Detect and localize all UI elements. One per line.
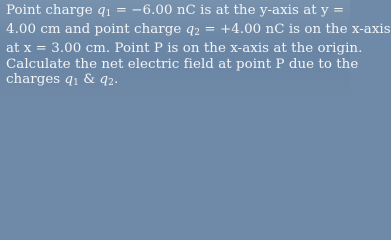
- problem-line-2: [6, 22, 391, 41]
- q2-symbol: q: [185, 22, 195, 38]
- q1-subscript: 1: [105, 9, 112, 19]
- q2-subscript: 2: [194, 28, 201, 39]
- problem-line-1: [6, 3, 350, 22]
- line5-text-a: charges: [6, 71, 65, 87]
- ampersand: &: [78, 71, 100, 87]
- q2-symbol: q: [99, 71, 109, 87]
- q1-subscript: 1: [73, 77, 79, 88]
- line2-text-a: 4.00 cm and point charge: [6, 22, 186, 38]
- problem-line-4: Calculate the net electric field at point P due to the: [6, 56, 359, 72]
- problem-line-3: at x = 3.00 cm. Point P is on the x-axis at the origin.: [6, 41, 363, 57]
- line2-text-b: = +4.00 nC is on the x-axis: [200, 22, 391, 38]
- problem-line-5: [6, 72, 350, 91]
- q1-symbol: q: [64, 71, 74, 87]
- line1-text-b: = −6.00 nC is at the y-axis at y =: [111, 3, 345, 18]
- line1-text-a: Point charge: [6, 3, 97, 18]
- problem-text-panel: [0, 0, 391, 95]
- line5-end: .: [113, 71, 119, 87]
- q2-subscript: 2: [108, 77, 114, 88]
- q1-symbol: q: [96, 3, 106, 18]
